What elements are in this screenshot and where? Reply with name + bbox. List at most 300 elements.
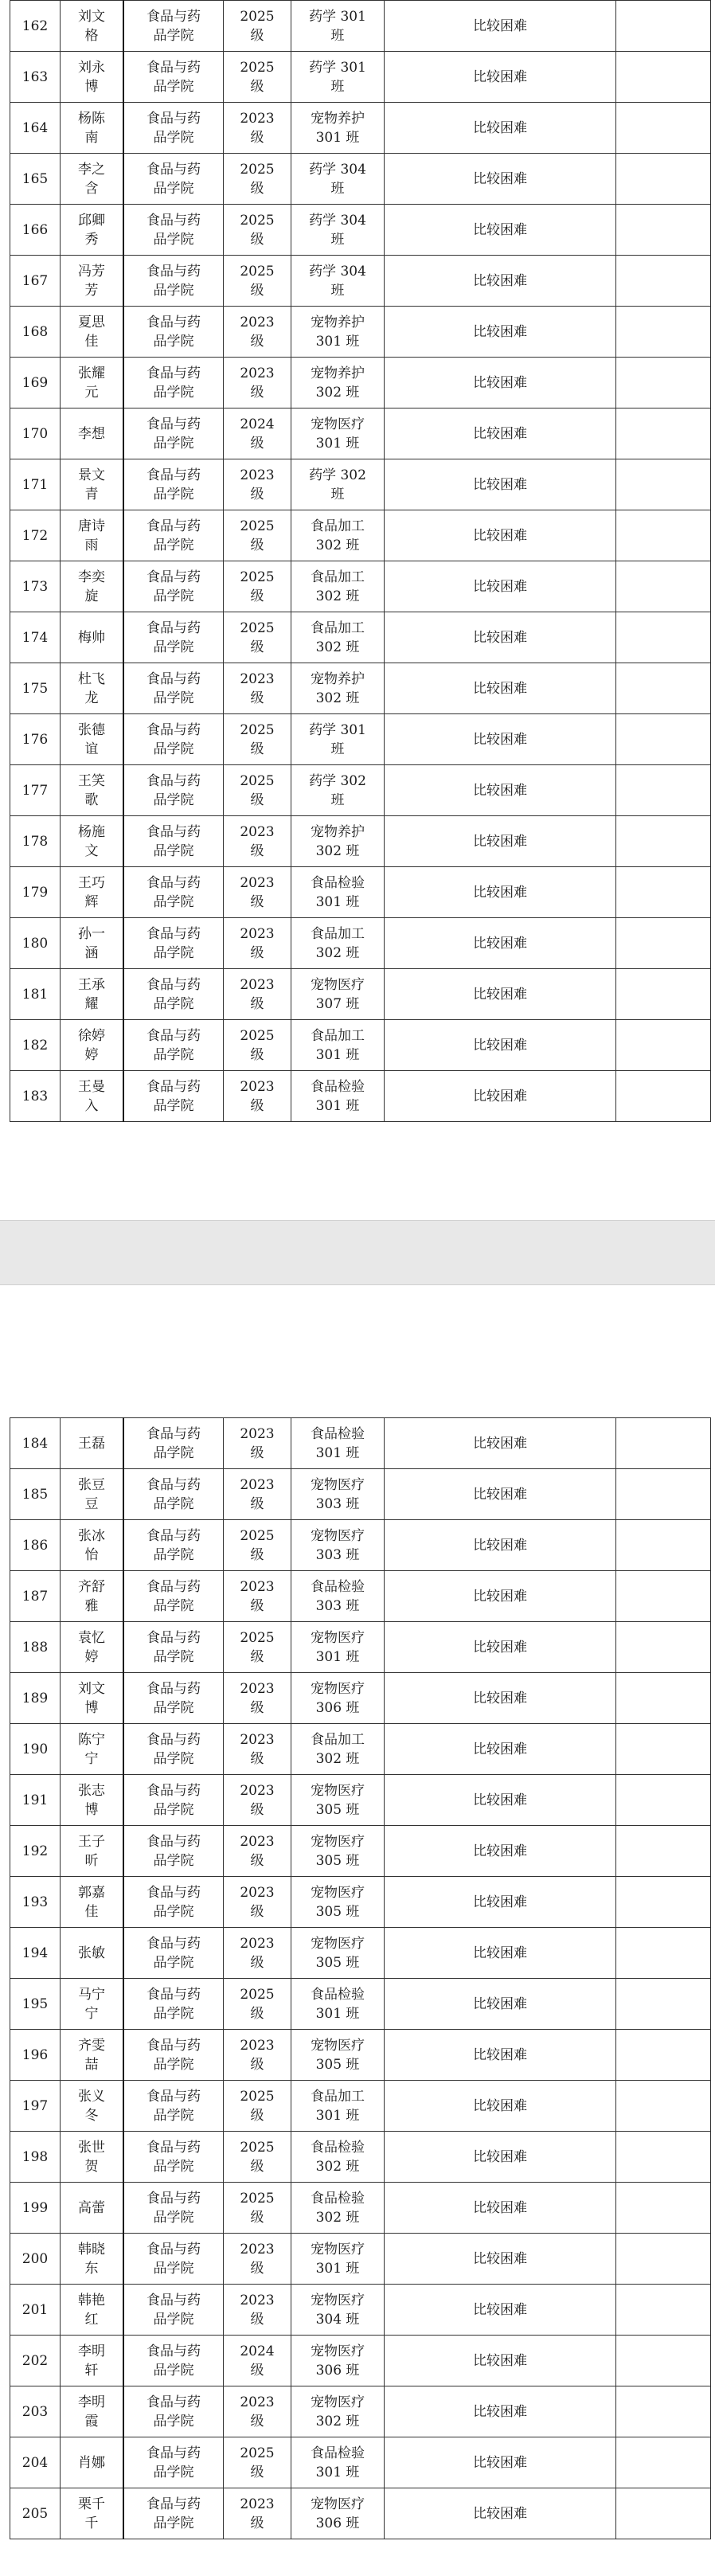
class-cell: 宠物养护 302 班 (291, 816, 385, 867)
college-cell: 食品与药 品学院 (123, 1469, 224, 1520)
name-cell: 张敏 (61, 1928, 124, 1979)
grade-cell: 2023 级 (224, 1571, 291, 1622)
grade-cell: 2023 级 (224, 1418, 291, 1469)
difficulty-level-cell: 比较困难 (385, 969, 616, 1020)
seq-cell: 179 (10, 867, 61, 918)
seq-cell: 164 (10, 103, 61, 154)
name-cell: 齐雯 喆 (61, 2030, 124, 2081)
difficulty-level-cell: 比较困难 (385, 867, 616, 918)
college-cell: 食品与药 品学院 (123, 52, 224, 103)
table-row (10, 1469, 711, 1520)
table-row (10, 1622, 711, 1673)
table-row (10, 2437, 711, 2488)
table-row (10, 2336, 711, 2386)
table-row (10, 1571, 711, 1622)
class-cell: 食品检验 301 班 (291, 1418, 385, 1469)
class-cell: 药学 304 班 (291, 154, 385, 205)
seq-cell: 175 (10, 663, 61, 714)
seq-cell: 191 (10, 1775, 61, 1826)
grade-cell: 2023 级 (224, 816, 291, 867)
table-row (10, 1673, 711, 1724)
college-cell: 食品与药 品学院 (123, 2336, 224, 2386)
table-row (10, 256, 711, 307)
grade-cell: 2025 级 (224, 1622, 291, 1673)
seq-cell: 186 (10, 1520, 61, 1571)
difficulty-level-cell: 比较困难 (385, 918, 616, 969)
remark-cell (616, 103, 711, 154)
name-cell: 韩艳 红 (61, 2285, 124, 2336)
table-row (10, 52, 711, 103)
table-row (10, 765, 711, 816)
difficulty-level-cell: 比较困难 (385, 2081, 616, 2132)
class-cell: 宠物医疗 307 班 (291, 969, 385, 1020)
college-cell: 食品与药 品学院 (123, 1418, 224, 1469)
difficulty-level-cell: 比较困难 (385, 408, 616, 459)
remark-cell (616, 1673, 711, 1724)
remark-cell (616, 307, 711, 358)
grade-cell: 2023 级 (224, 1877, 291, 1928)
college-cell: 食品与药 品学院 (123, 1673, 224, 1724)
grade-cell: 2025 级 (224, 2081, 291, 2132)
seq-cell: 190 (10, 1724, 61, 1775)
table-row (10, 1071, 711, 1122)
class-cell: 宠物养护 302 班 (291, 358, 385, 408)
grade-cell: 2025 级 (224, 2183, 291, 2234)
grade-cell: 2025 级 (224, 52, 291, 103)
table-row (10, 1928, 711, 1979)
remark-cell (616, 663, 711, 714)
page-separator (0, 1220, 715, 1285)
grade-cell: 2023 级 (224, 307, 291, 358)
class-cell: 食品检验 302 班 (291, 2132, 385, 2183)
remark-cell (616, 1979, 711, 2030)
remark-cell (616, 612, 711, 663)
difficulty-level-cell: 比较困难 (385, 154, 616, 205)
seq-cell: 185 (10, 1469, 61, 1520)
grade-cell: 2023 级 (224, 1928, 291, 1979)
class-cell: 药学 304 班 (291, 205, 385, 256)
difficulty-level-cell: 比较困难 (385, 765, 616, 816)
class-cell: 宠物医疗 306 班 (291, 2336, 385, 2386)
seq-cell: 162 (10, 1, 61, 52)
remark-cell (616, 765, 711, 816)
remark-cell (616, 154, 711, 205)
table-row (10, 103, 711, 154)
seq-cell: 192 (10, 1826, 61, 1877)
grade-cell: 2025 级 (224, 154, 291, 205)
college-cell: 食品与药 品学院 (123, 2234, 224, 2285)
remark-cell (616, 358, 711, 408)
student-table-page-2 (10, 1417, 711, 2539)
class-cell: 药学 301 班 (291, 1, 385, 52)
name-cell: 王巧 辉 (61, 867, 124, 918)
difficulty-level-cell: 比较困难 (385, 612, 616, 663)
name-cell: 韩晓 东 (61, 2234, 124, 2285)
remark-cell (616, 1469, 711, 1520)
name-cell: 齐舒 雅 (61, 1571, 124, 1622)
seq-cell: 172 (10, 510, 61, 561)
remark-cell (616, 2386, 711, 2437)
remark-cell (616, 1622, 711, 1673)
difficulty-level-cell: 比较困难 (385, 2437, 616, 2488)
name-cell: 夏思 佳 (61, 307, 124, 358)
grade-cell: 2023 级 (224, 2488, 291, 2539)
remark-cell (616, 205, 711, 256)
grade-cell: 2023 级 (224, 1071, 291, 1122)
name-cell: 王子 昕 (61, 1826, 124, 1877)
college-cell: 食品与药 品学院 (123, 969, 224, 1020)
class-cell: 药学 301 班 (291, 52, 385, 103)
grade-cell: 2023 级 (224, 1826, 291, 1877)
grade-cell: 2023 级 (224, 1673, 291, 1724)
college-cell: 食品与药 品学院 (123, 816, 224, 867)
college-cell: 食品与药 品学院 (123, 256, 224, 307)
difficulty-level-cell: 比较困难 (385, 2285, 616, 2336)
remark-cell (616, 52, 711, 103)
difficulty-level-cell: 比较困难 (385, 103, 616, 154)
remark-cell (616, 1928, 711, 1979)
college-cell: 食品与药 品学院 (123, 663, 224, 714)
difficulty-level-cell: 比较困难 (385, 663, 616, 714)
table-row (10, 1775, 711, 1826)
seq-cell: 184 (10, 1418, 61, 1469)
difficulty-level-cell: 比较困难 (385, 2234, 616, 2285)
table-row (10, 612, 711, 663)
table-row (10, 1520, 711, 1571)
grade-cell: 2023 级 (224, 1724, 291, 1775)
class-cell: 食品加工 302 班 (291, 612, 385, 663)
remark-cell (616, 408, 711, 459)
remark-cell (616, 1775, 711, 1826)
class-cell: 食品检验 303 班 (291, 1571, 385, 1622)
difficulty-level-cell: 比较困难 (385, 2030, 616, 2081)
class-cell: 食品检验 301 班 (291, 2437, 385, 2488)
class-cell: 宠物养护 302 班 (291, 663, 385, 714)
class-cell: 宠物养护 301 班 (291, 103, 385, 154)
grade-cell: 2023 级 (224, 103, 291, 154)
difficulty-level-cell: 比较困难 (385, 561, 616, 612)
seq-cell: 167 (10, 256, 61, 307)
table-row (10, 867, 711, 918)
college-cell: 食品与药 品学院 (123, 459, 224, 510)
name-cell: 王磊 (61, 1418, 124, 1469)
name-cell: 冯芳 芳 (61, 256, 124, 307)
student-table-page-1 (10, 0, 711, 1122)
name-cell: 李想 (61, 408, 124, 459)
remark-cell (616, 2234, 711, 2285)
remark-cell (616, 969, 711, 1020)
remark-cell (616, 714, 711, 765)
college-cell: 食品与药 品学院 (123, 1877, 224, 1928)
college-cell: 食品与药 品学院 (123, 2285, 224, 2336)
grade-cell: 2023 级 (224, 358, 291, 408)
class-cell: 宠物医疗 301 班 (291, 408, 385, 459)
difficulty-level-cell: 比较困难 (385, 1, 616, 52)
class-cell: 食品加工 302 班 (291, 1724, 385, 1775)
seq-cell: 171 (10, 459, 61, 510)
difficulty-level-cell: 比较困难 (385, 2488, 616, 2539)
difficulty-level-cell: 比较困难 (385, 2183, 616, 2234)
difficulty-level-cell: 比较困难 (385, 256, 616, 307)
grade-cell: 2023 级 (224, 969, 291, 1020)
college-cell: 食品与药 品学院 (123, 1928, 224, 1979)
difficulty-level-cell: 比较困难 (385, 714, 616, 765)
seq-cell: 197 (10, 2081, 61, 2132)
class-cell: 药学 301 班 (291, 714, 385, 765)
college-cell: 食品与药 品学院 (123, 2386, 224, 2437)
remark-cell (616, 2336, 711, 2386)
grade-cell: 2025 级 (224, 1020, 291, 1071)
difficulty-level-cell: 比较困难 (385, 1724, 616, 1775)
class-cell: 宠物养护 301 班 (291, 307, 385, 358)
college-cell: 食品与药 品学院 (123, 358, 224, 408)
table-row (10, 510, 711, 561)
seq-cell: 196 (10, 2030, 61, 2081)
seq-cell: 181 (10, 969, 61, 1020)
remark-cell (616, 1724, 711, 1775)
difficulty-level-cell: 比较困难 (385, 2336, 616, 2386)
seq-cell: 202 (10, 2336, 61, 2386)
seq-cell: 183 (10, 1071, 61, 1122)
seq-cell: 187 (10, 1571, 61, 1622)
difficulty-level-cell: 比较困难 (385, 1877, 616, 1928)
grade-cell: 2025 级 (224, 1979, 291, 2030)
name-cell: 刘文 格 (61, 1, 124, 52)
name-cell: 张德 谊 (61, 714, 124, 765)
class-cell: 食品加工 302 班 (291, 561, 385, 612)
grade-cell: 2023 级 (224, 1775, 291, 1826)
seq-cell: 198 (10, 2132, 61, 2183)
grade-cell: 2023 级 (224, 2386, 291, 2437)
college-cell: 食品与药 品学院 (123, 1071, 224, 1122)
remark-cell (616, 1071, 711, 1122)
class-cell: 宠物医疗 301 班 (291, 1622, 385, 1673)
table-row (10, 358, 711, 408)
college-cell: 食品与药 品学院 (123, 1622, 224, 1673)
class-cell: 食品加工 301 班 (291, 1020, 385, 1071)
college-cell: 食品与药 品学院 (123, 154, 224, 205)
class-cell: 宠物医疗 305 班 (291, 1928, 385, 1979)
remark-cell (616, 2488, 711, 2539)
table-row (10, 1418, 711, 1469)
college-cell: 食品与药 品学院 (123, 867, 224, 918)
grade-cell: 2025 级 (224, 2437, 291, 2488)
college-cell: 食品与药 品学院 (123, 765, 224, 816)
remark-cell (616, 1418, 711, 1469)
seq-cell: 180 (10, 918, 61, 969)
college-cell: 食品与药 品学院 (123, 2183, 224, 2234)
class-cell: 药学 304 班 (291, 256, 385, 307)
name-cell: 高蕾 (61, 2183, 124, 2234)
seq-cell: 200 (10, 2234, 61, 2285)
grade-cell: 2023 级 (224, 663, 291, 714)
table-row (10, 714, 711, 765)
difficulty-level-cell: 比较困难 (385, 358, 616, 408)
difficulty-level-cell: 比较困难 (385, 1673, 616, 1724)
table-row (10, 1979, 711, 2030)
college-cell: 食品与药 品学院 (123, 918, 224, 969)
table-row (10, 561, 711, 612)
name-cell: 王笑 歌 (61, 765, 124, 816)
seq-cell: 194 (10, 1928, 61, 1979)
name-cell: 陈宁 宁 (61, 1724, 124, 1775)
grade-cell: 2025 级 (224, 612, 291, 663)
college-cell: 食品与药 品学院 (123, 2081, 224, 2132)
name-cell: 李明 轩 (61, 2336, 124, 2386)
college-cell: 食品与药 品学院 (123, 1, 224, 52)
difficulty-level-cell: 比较困难 (385, 1826, 616, 1877)
class-cell: 食品加工 302 班 (291, 510, 385, 561)
college-cell: 食品与药 品学院 (123, 1724, 224, 1775)
grade-cell: 2025 级 (224, 1520, 291, 1571)
seq-cell: 204 (10, 2437, 61, 2488)
grade-cell: 2025 级 (224, 2132, 291, 2183)
grade-cell: 2023 级 (224, 918, 291, 969)
college-cell: 食品与药 品学院 (123, 561, 224, 612)
seq-cell: 174 (10, 612, 61, 663)
name-cell: 袁忆 婷 (61, 1622, 124, 1673)
difficulty-level-cell: 比较困难 (385, 1622, 616, 1673)
remark-cell (616, 1877, 711, 1928)
class-cell: 宠物医疗 306 班 (291, 2488, 385, 2539)
college-cell: 食品与药 品学院 (123, 510, 224, 561)
seq-cell: 201 (10, 2285, 61, 2336)
table-row (10, 1020, 711, 1071)
difficulty-level-cell: 比较困难 (385, 205, 616, 256)
document-page-1 (0, 0, 715, 1220)
grade-cell: 2023 级 (224, 459, 291, 510)
class-cell: 药学 302 班 (291, 459, 385, 510)
college-cell: 食品与药 品学院 (123, 2437, 224, 2488)
grade-cell: 2024 级 (224, 408, 291, 459)
seq-cell: 173 (10, 561, 61, 612)
college-cell: 食品与药 品学院 (123, 2488, 224, 2539)
college-cell: 食品与药 品学院 (123, 1020, 224, 1071)
remark-cell (616, 2183, 711, 2234)
name-cell: 唐诗 雨 (61, 510, 124, 561)
name-cell: 景文 青 (61, 459, 124, 510)
difficulty-level-cell: 比较困难 (385, 1469, 616, 1520)
name-cell: 梅帅 (61, 612, 124, 663)
name-cell: 肖娜 (61, 2437, 124, 2488)
table-row (10, 2386, 711, 2437)
table-row (10, 1724, 711, 1775)
table-row (10, 2081, 711, 2132)
remark-cell (616, 2285, 711, 2336)
remark-cell (616, 1520, 711, 1571)
document-page-2 (0, 1285, 715, 2576)
table-row (10, 307, 711, 358)
table-row (10, 969, 711, 1020)
college-cell: 食品与药 品学院 (123, 205, 224, 256)
class-cell: 宠物医疗 302 班 (291, 2386, 385, 2437)
difficulty-level-cell: 比较困难 (385, 459, 616, 510)
seq-cell: 182 (10, 1020, 61, 1071)
difficulty-level-cell: 比较困难 (385, 816, 616, 867)
grade-cell: 2025 级 (224, 561, 291, 612)
name-cell: 张豆 豆 (61, 1469, 124, 1520)
name-cell: 李奕 旋 (61, 561, 124, 612)
remark-cell (616, 1826, 711, 1877)
grade-cell: 2025 级 (224, 205, 291, 256)
remark-cell (616, 459, 711, 510)
grade-cell: 2025 级 (224, 510, 291, 561)
table-row (10, 918, 711, 969)
difficulty-level-cell: 比较困难 (385, 1979, 616, 2030)
remark-cell (616, 2132, 711, 2183)
college-cell: 食品与药 品学院 (123, 2132, 224, 2183)
table-row (10, 663, 711, 714)
grade-cell: 2023 级 (224, 867, 291, 918)
class-cell: 宠物医疗 301 班 (291, 2234, 385, 2285)
grade-cell: 2023 级 (224, 1469, 291, 1520)
seq-cell: 195 (10, 1979, 61, 2030)
class-cell: 食品检验 302 班 (291, 2183, 385, 2234)
remark-cell (616, 561, 711, 612)
name-cell: 张义 冬 (61, 2081, 124, 2132)
table-row (10, 2030, 711, 2081)
college-cell: 食品与药 品学院 (123, 103, 224, 154)
grade-cell: 2025 级 (224, 256, 291, 307)
seq-cell: 193 (10, 1877, 61, 1928)
class-cell: 宠物医疗 305 班 (291, 1826, 385, 1877)
difficulty-level-cell: 比较困难 (385, 2132, 616, 2183)
table-row (10, 1877, 711, 1928)
seq-cell: 165 (10, 154, 61, 205)
remark-cell (616, 1571, 711, 1622)
name-cell: 杨施 文 (61, 816, 124, 867)
name-cell: 马宁 宁 (61, 1979, 124, 2030)
name-cell: 刘文 博 (61, 1673, 124, 1724)
name-cell: 栗千 千 (61, 2488, 124, 2539)
table-row (10, 205, 711, 256)
difficulty-level-cell: 比较困难 (385, 1071, 616, 1122)
name-cell: 邱卿 秀 (61, 205, 124, 256)
class-cell: 宠物医疗 305 班 (291, 2030, 385, 2081)
name-cell: 王承 耀 (61, 969, 124, 1020)
grade-cell: 2025 级 (224, 1, 291, 52)
name-cell: 王曼 入 (61, 1071, 124, 1122)
seq-cell: 169 (10, 358, 61, 408)
class-cell: 宠物医疗 303 班 (291, 1469, 385, 1520)
college-cell: 食品与药 品学院 (123, 1520, 224, 1571)
table-row (10, 2488, 711, 2539)
remark-cell (616, 2437, 711, 2488)
remark-cell (616, 510, 711, 561)
class-cell: 宠物医疗 303 班 (291, 1520, 385, 1571)
difficulty-level-cell: 比较困难 (385, 1775, 616, 1826)
college-cell: 食品与药 品学院 (123, 2030, 224, 2081)
table-row (10, 2234, 711, 2285)
college-cell: 食品与药 品学院 (123, 1775, 224, 1826)
class-cell: 食品检验 301 班 (291, 1979, 385, 2030)
seq-cell: 166 (10, 205, 61, 256)
table-row (10, 2285, 711, 2336)
seq-cell: 178 (10, 816, 61, 867)
table-row (10, 459, 711, 510)
seq-cell: 205 (10, 2488, 61, 2539)
college-cell: 食品与药 品学院 (123, 714, 224, 765)
college-cell: 食品与药 品学院 (123, 307, 224, 358)
difficulty-level-cell: 比较困难 (385, 1418, 616, 1469)
seq-cell: 170 (10, 408, 61, 459)
difficulty-level-cell: 比较困难 (385, 2386, 616, 2437)
college-cell: 食品与药 品学院 (123, 1826, 224, 1877)
remark-cell (616, 2081, 711, 2132)
seq-cell: 163 (10, 52, 61, 103)
table-row (10, 816, 711, 867)
table-row (10, 2132, 711, 2183)
